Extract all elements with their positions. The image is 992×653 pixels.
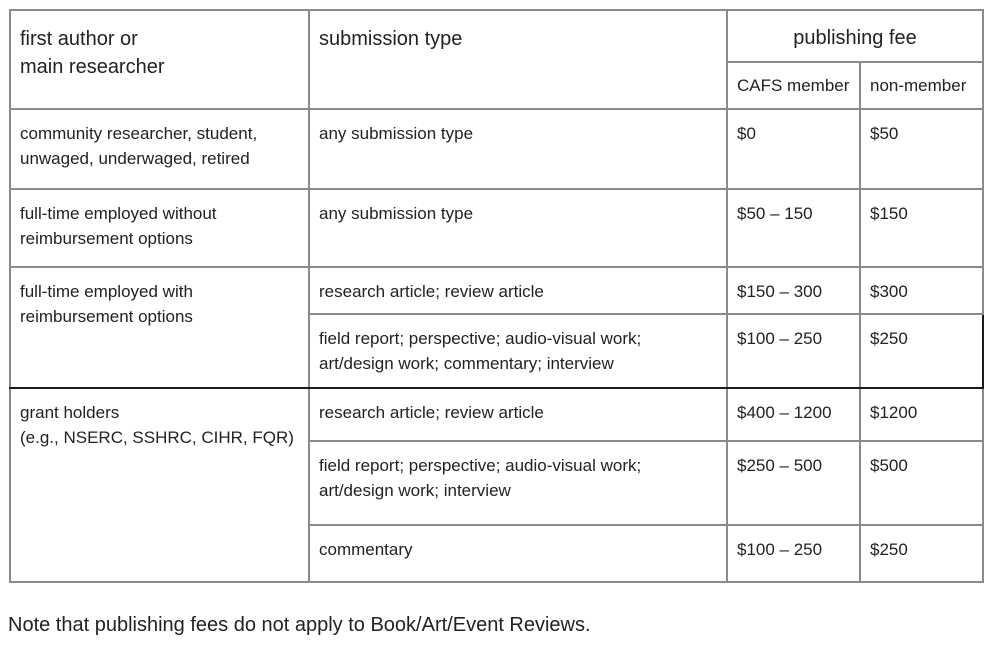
member-fee-cell: $400 – 1200 xyxy=(727,388,860,441)
submission-line: field report; perspective; audio-visual work; xyxy=(319,456,642,475)
nonmember-fee-cell: $1200 xyxy=(860,388,983,441)
nonmember-fee-cell: $50 xyxy=(860,109,983,189)
submission-cell xyxy=(309,388,727,441)
author-line: full-time employed with xyxy=(20,282,193,301)
author-line: unwaged, underwaged, retired xyxy=(20,149,250,168)
submission-line: research article; review article xyxy=(319,403,544,422)
author-cell xyxy=(10,388,309,582)
nonmember-fee-cell: $250 xyxy=(860,525,983,582)
submission-cell xyxy=(309,189,727,267)
nonmember-fee-cell: $500 xyxy=(860,441,983,525)
submission-line: any submission type xyxy=(319,124,474,143)
submission-cell xyxy=(309,441,727,525)
author-line: grant holders xyxy=(20,403,120,422)
author-line: (e.g., NSERC, SSHRC, CIHR, FQR) xyxy=(20,428,294,447)
nonmember-fee-cell: $300 xyxy=(860,267,983,314)
submission-cell xyxy=(309,267,727,314)
header-cafs-member: CAFS member xyxy=(727,62,860,109)
header-author xyxy=(10,10,309,109)
header-author-line: first author or xyxy=(20,28,138,50)
submission-line: art/design work; commentary; interview xyxy=(319,354,614,373)
table-row xyxy=(10,267,983,314)
header-non-member: non-member xyxy=(860,62,983,109)
author-cell xyxy=(10,109,309,189)
submission-cell xyxy=(309,314,727,388)
table-row xyxy=(10,388,983,441)
submission-line: field report; perspective; audio-visual work; xyxy=(319,329,642,348)
nonmember-fee-cell: $250 xyxy=(860,314,983,388)
fee-exemption-note: Note that publishing fees do not apply to Book/Art/Event Reviews. xyxy=(8,614,591,636)
header-submission-type: submission type xyxy=(309,10,727,109)
nonmember-fee-cell: $150 xyxy=(860,189,983,267)
submission-line: art/design work; interview xyxy=(319,481,511,500)
author-line: reimbursement options xyxy=(20,229,193,248)
header-publishing-fee: publishing fee xyxy=(727,10,983,62)
submission-line: research article; review article xyxy=(319,282,544,301)
table-row xyxy=(10,189,983,267)
submission-line: any submission type xyxy=(319,204,474,223)
submission-cell xyxy=(309,525,727,582)
author-line: community researcher, student, xyxy=(20,124,258,143)
publishing-fee-table xyxy=(9,9,984,583)
submission-line: commentary xyxy=(319,540,413,559)
member-fee-cell: $100 – 250 xyxy=(727,525,860,582)
member-fee-cell: $0 xyxy=(727,109,860,189)
author-cell xyxy=(10,267,309,388)
member-fee-cell: $100 – 250 xyxy=(727,314,860,388)
member-fee-cell: $250 – 500 xyxy=(727,441,860,525)
submission-cell xyxy=(309,109,727,189)
member-fee-cell: $50 – 150 xyxy=(727,189,860,267)
header-author-line: main researcher xyxy=(20,56,165,78)
author-cell xyxy=(10,189,309,267)
author-line: reimbursement options xyxy=(20,307,193,326)
member-fee-cell: $150 – 300 xyxy=(727,267,860,314)
author-line: full-time employed without xyxy=(20,204,217,223)
table-row xyxy=(10,109,983,189)
